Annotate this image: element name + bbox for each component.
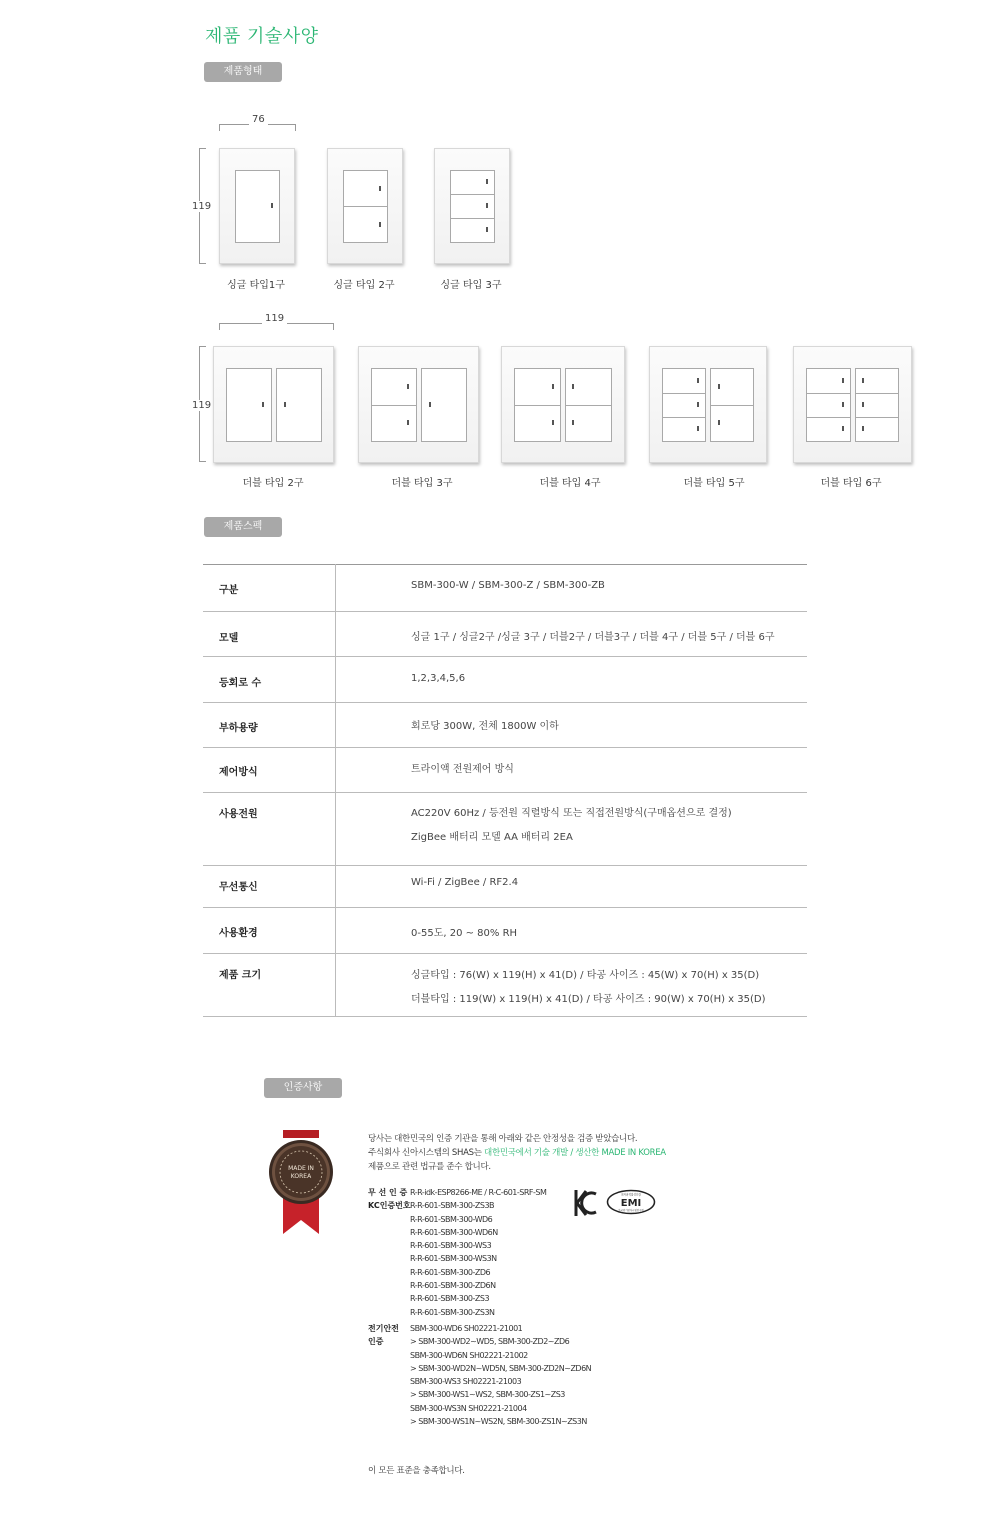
single-type-2-label: 싱글 타입 2구 [333, 280, 395, 291]
dimension-line-width [219, 124, 296, 131]
switch-button [421, 368, 467, 442]
list-item: R-R-601-SBM-300-ZD6 [410, 1267, 491, 1277]
list-item: R-R-601-SBM-300-ZS3N [410, 1307, 495, 1317]
row-value: AC220V 60Hz / 등전원 직렬방식 또는 직접전원방식(구매옵션으로 결정) [411, 808, 732, 819]
list-item: > SBM-300-WD2~WD5, SBM-300-ZD2~ZD6 [410, 1337, 570, 1347]
row-value: 싱글 1구 / 싱글2구 /싱글 3구 / 더블2구 / 더블3구 / 더블 4구 / 더블 5구 / 더블 6구 [411, 632, 775, 643]
list-item: SBM-300-WS3 SH02221-21003 [410, 1377, 522, 1387]
switch-button [235, 170, 280, 243]
row-label: 부하용량 [219, 723, 258, 734]
list-item: R-R-601-SBM-300-ZD6N [410, 1281, 496, 1291]
section-label-cert: 인증사항 [264, 1078, 342, 1098]
switch-plate-single-3 [434, 148, 510, 264]
switch-button [806, 393, 851, 418]
table-row [203, 793, 807, 866]
table-row [203, 866, 807, 908]
indicator-led [842, 378, 844, 383]
indicator-led [697, 378, 699, 383]
switch-button [343, 170, 388, 207]
indicator-led [842, 426, 844, 431]
switch-plate-double-5 [649, 346, 767, 463]
list-item: R-R-601-SBM-300-WS3N [410, 1254, 497, 1264]
list-item: R-R-601-SBM-300-WS3 [410, 1241, 492, 1251]
switch-button [450, 194, 495, 219]
list-item: SBM-300-WS3N SH02221-21004 [410, 1403, 527, 1413]
indicator-led [407, 420, 409, 425]
double-type-6-label: 더블 타입 6구 [820, 478, 882, 489]
switch-plate-double-4 [501, 346, 625, 463]
switch-plate-double-3 [358, 346, 479, 463]
switch-button [371, 368, 417, 406]
list-item: SBM-300-WD6N SH02221-21002 [410, 1350, 528, 1360]
switch-button [662, 368, 706, 394]
indicator-led [718, 420, 720, 425]
indicator-led [697, 402, 699, 407]
indicator-led [862, 378, 864, 383]
switch-plate-single-2 [327, 148, 403, 264]
indicator-led [407, 384, 409, 389]
indicator-led [552, 384, 554, 389]
page-title: 제품 기술사양 [205, 26, 319, 47]
dimension-height-label: 119 [189, 201, 214, 212]
kc-number-label: KC인증번호 [368, 1201, 411, 1210]
switch-button [806, 417, 851, 442]
badge-text-line2: KOREA [290, 1173, 312, 1180]
indicator-led [718, 384, 720, 389]
row-value: 싱글타입 : 76(W) x 119(H) x 41(D) / 타공 사이즈 : 45(W) x 70(H) x 35(D) [411, 970, 760, 981]
row-label: 무선통신 [219, 882, 258, 893]
list-item: R-R-601-SBM-300-ZS3 [410, 1294, 490, 1304]
list-item: > SBM-300-WS1~WS2, SBM-300-ZS1~ZS3 [410, 1390, 565, 1400]
cert-footer: 이 모든 표준을 충족합니다. [368, 1466, 465, 1476]
kc-mark-text [586, 1217, 587, 1218]
indicator-led [379, 222, 381, 227]
row-value: 0-55도, 20 ~ 80% RH [411, 928, 518, 939]
table-row [203, 657, 807, 703]
row-value: SBM-300-W / SBM-300-Z / SBM-300-ZB [411, 580, 605, 591]
emi-mark-icon [606, 1189, 656, 1215]
emi-label: EMI [620, 1198, 642, 1209]
switch-button [662, 417, 706, 442]
row-value: Wi-Fi / ZigBee / RF2.4 [411, 877, 519, 888]
section-label-spec: 제품스펙 [204, 517, 282, 537]
row-value: 트라이액 전원제어 방식 [411, 764, 514, 775]
row-label: 등회로 수 [219, 678, 262, 689]
indicator-led [862, 426, 864, 431]
indicator-led [842, 402, 844, 407]
indicator-led [429, 402, 431, 407]
switch-button [710, 368, 754, 406]
indicator-led [862, 402, 864, 407]
switch-button [371, 405, 417, 442]
double-type-2-label: 더블 타입 2구 [242, 478, 304, 489]
wireless-cert-label: 무 선 인 증 [368, 1188, 408, 1197]
switch-button [226, 368, 272, 442]
table-row [203, 565, 807, 612]
dimension-line-width [219, 323, 334, 330]
table-row [203, 612, 807, 657]
dimension-height-label: 119 [189, 400, 214, 411]
indicator-led [379, 186, 381, 191]
double-type-3-label: 더블 타입 3구 [391, 478, 453, 489]
switch-button [806, 368, 851, 394]
table-row [203, 703, 807, 748]
wireless-cert-list [410, 1186, 546, 1319]
list-item: SBM-300-WD6 SH02221-21001 [410, 1324, 523, 1333]
double-type-4-label: 더블 타입 4구 [539, 478, 601, 489]
safety-cert-label: 전기안전 [368, 1324, 399, 1333]
switch-button [710, 405, 754, 442]
indicator-led [572, 384, 574, 389]
switch-plate-double-6 [793, 346, 912, 463]
row-value: ZigBee 배터리 모델 AA 배터리 2EA [411, 832, 573, 843]
indicator-led [552, 420, 554, 425]
switch-button [450, 218, 495, 243]
safety-cert-label-2: 인증 [368, 1337, 384, 1346]
double-type-5-label: 더블 타입 5구 [683, 478, 745, 489]
indicator-led [486, 179, 488, 184]
switch-button [343, 206, 388, 243]
table-row [203, 954, 807, 1017]
dimension-width-label: 119 [262, 313, 287, 324]
safety-cert-list [410, 1322, 591, 1428]
switch-button [450, 170, 495, 195]
row-value: 더블타입 : 119(W) x 119(H) x 41(D) / 타공 사이즈 : 90(W) x 70(H) x 35(D) [411, 994, 766, 1005]
emi-bottom-text: 한국전기전자시험연구원 [618, 1209, 644, 1212]
indicator-led [486, 227, 488, 232]
cert-intro-1: 당사는 대한민국의 인증 기관을 통해 아래와 같은 안정성을 검증 받았습니다. [368, 1134, 638, 1144]
indicator-led [284, 402, 286, 407]
list-item: R-R-idk-ESP8266-ME / R-C-601-SRF-SM [410, 1188, 547, 1197]
cert-intro-2-highlight: 대한민국에서 기술 개발 / 생산한 MADE IN KOREA [484, 1148, 666, 1158]
list-item: R-R-601-SBM-300-WD6 [410, 1214, 493, 1224]
row-value: 회로당 300W, 전체 1800W 이하 [411, 721, 559, 732]
row-label: 사용환경 [219, 928, 258, 939]
switch-button [276, 368, 322, 442]
list-item: > SBM-300-WD2N~WD5N, SBM-300-ZD2N~ZD6N [410, 1363, 592, 1373]
indicator-led [262, 402, 264, 407]
single-type-1-label: 싱글 타입1구 [227, 280, 285, 291]
badge-text-line1: MADE IN [288, 1165, 314, 1172]
indicator-led [572, 420, 574, 425]
section-label-form: 제품형태 [204, 62, 282, 82]
list-item: > SBM-300-WS1N~WS2N, SBM-300-ZS1N~ZS3N [410, 1417, 587, 1427]
list-item: R-R-601-SBM-300-ZS3B [410, 1201, 495, 1211]
table-row [203, 748, 807, 793]
made-in-korea-badge [265, 1130, 337, 1234]
row-label: 모델 [219, 633, 239, 644]
row-label: 사용전원 [219, 809, 258, 820]
cert-intro-3: 제품으로 관련 법규를 준수 합니다. [368, 1162, 491, 1172]
row-label: 제품 크기 [219, 970, 262, 981]
emi-top-text: 전자파적합성인증 [620, 1193, 642, 1197]
switch-button [662, 393, 706, 418]
indicator-led [697, 426, 699, 431]
switch-plate-double-2 [213, 346, 334, 463]
single-type-3-label: 싱글 타입 3구 [440, 280, 502, 291]
kc-mark-icon [574, 1188, 598, 1218]
indicator-led [486, 203, 488, 208]
cert-intro-2 [368, 1146, 666, 1160]
cert-intro-2-text: 주식회사 신아시스템의 SHAS는 [368, 1148, 485, 1158]
row-value: 1,2,3,4,5,6 [411, 673, 466, 684]
row-label: 제어방식 [219, 767, 258, 778]
row-label: 구분 [219, 585, 239, 596]
indicator-led [271, 203, 273, 208]
list-item: R-R-601-SBM-300-WD6N [410, 1227, 498, 1237]
dimension-width-label: 76 [249, 114, 268, 125]
table-row [203, 908, 807, 954]
switch-plate-single-1 [219, 148, 295, 264]
